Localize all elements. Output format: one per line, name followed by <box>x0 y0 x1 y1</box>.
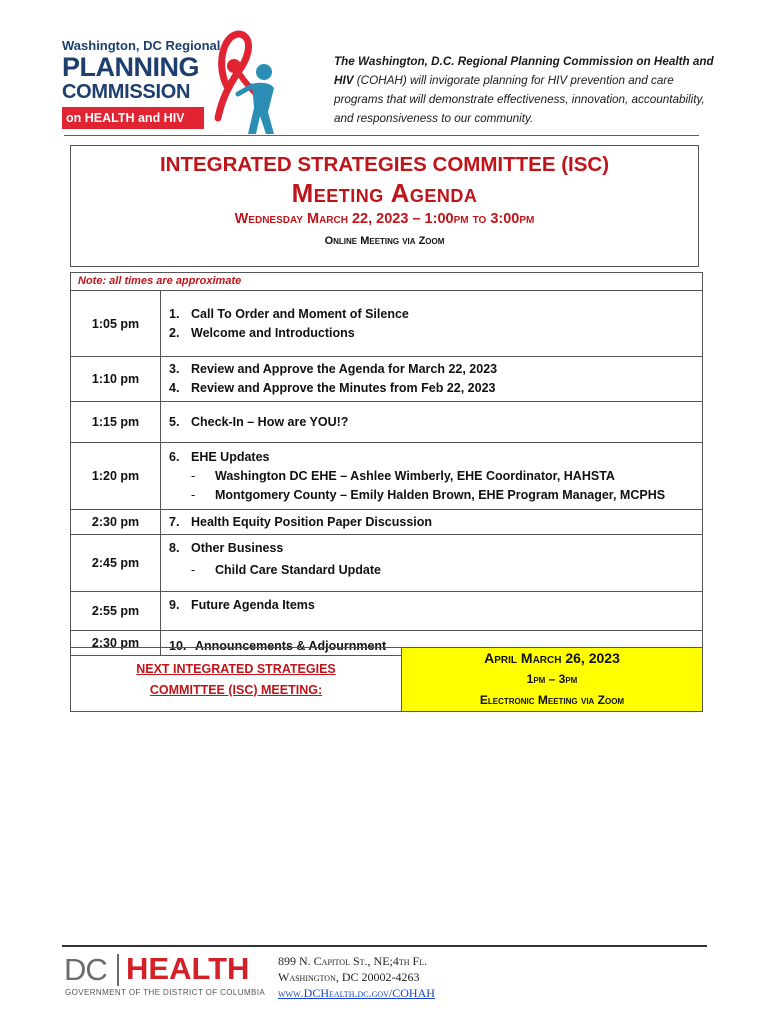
logo-separator <box>117 954 119 986</box>
agenda-title: Meeting Agenda <box>291 178 478 208</box>
table-row <box>71 443 702 510</box>
sub-dash: - <box>191 563 196 577</box>
item-number: 8. <box>169 541 180 555</box>
agenda-item <box>169 413 702 432</box>
row-time: 2:30 pm <box>71 510 161 534</box>
footer-address <box>278 953 435 1001</box>
meeting-date: Wednesday March 22, 2023 – 1:00pm to 3:00pm <box>234 211 535 227</box>
next-meeting-box <box>70 647 703 712</box>
row-time: 2:45 pm <box>71 535 161 591</box>
agenda-item <box>169 324 702 343</box>
subitem-text: Washington DC EHE – Ashlee Wimberly, EHE Coordinator, HAHSTA <box>215 468 615 483</box>
agenda-item <box>169 360 702 379</box>
agenda-subitem <box>169 467 702 486</box>
row-items <box>161 357 702 401</box>
agenda-item <box>169 305 702 324</box>
mission-text: (COHAH) will invigorate planning for HIV prevention and care programs that will demonstrate effectiveness, innovation, accountability, and responsiveness to our community. <box>334 74 705 125</box>
logo-banner: on HEALTH and HIV <box>62 107 204 129</box>
item-text: Review and Approve the Minutes from Feb 22, 2023 <box>191 381 496 395</box>
website-link[interactable]: www.DCHealth.dc.gov/COHAH <box>278 986 435 1000</box>
address-line2: Washington, DC 20002-4263 <box>278 970 420 984</box>
agenda-item <box>169 448 702 467</box>
item-text: Check-In – How are YOU!? <box>191 414 349 429</box>
cohah-logo <box>62 28 282 138</box>
next-meeting-location: Electronic Meeting via Zoom <box>479 693 625 707</box>
logo-line2: PLANNING <box>62 52 199 82</box>
table-row <box>71 402 702 443</box>
row-time: 1:05 pm <box>71 291 161 356</box>
row-time: 2:30 pm <box>71 631 161 655</box>
government-tagline: GOVERNMENT OF THE DISTRICT OF COLUMBIA <box>65 988 266 997</box>
address-line1: 899 N. Capitol St., NE;4th Fl. <box>278 954 428 968</box>
next-meeting-time: 1pm – 3pm <box>526 672 578 686</box>
row-time: 1:20 pm <box>71 443 161 509</box>
people-ribbon-icon <box>208 28 282 136</box>
table-row <box>71 535 702 592</box>
item-text: Review and Approve the Agenda for March 22, 2023 <box>191 362 498 376</box>
mission-statement <box>334 52 714 128</box>
item-number: 5. <box>169 414 180 429</box>
row-time: 1:10 pm <box>71 357 161 401</box>
footer-divider <box>62 945 707 947</box>
item-number: 9. <box>169 598 180 612</box>
row-items <box>161 592 702 630</box>
meeting-location: Online Meeting via Zoom <box>324 235 445 247</box>
item-number: 3. <box>169 362 180 376</box>
agenda-item <box>169 596 702 615</box>
mission-bold: The Washington, D.C. Regional Planning Commission on Health and HIV <box>334 55 714 87</box>
times-note: Note: all times are approximate <box>71 273 702 291</box>
table-row <box>71 592 702 631</box>
item-number: 2. <box>169 325 180 340</box>
dc-wordmark: DC <box>64 952 107 987</box>
next-meeting-label-line2: COMMITTEE (ISC) MEETING: <box>149 682 323 697</box>
table-row <box>71 510 702 535</box>
sub-dash: - <box>191 468 196 483</box>
sub-dash: - <box>191 487 196 502</box>
item-number: 7. <box>169 514 180 529</box>
next-meeting-date: April March 26, 2023 <box>484 650 620 666</box>
next-meeting-label-line1: NEXT INTEGRATED STRATEGIES <box>136 661 336 676</box>
logo-line3: COMMISSION <box>62 81 191 103</box>
agenda-table <box>70 272 703 656</box>
logo-line1: Washington, DC Regional <box>62 38 221 53</box>
row-items <box>161 443 702 509</box>
item-text: Health Equity Position Paper Discussion <box>191 514 433 529</box>
next-meeting-label <box>71 648 402 711</box>
next-meeting-details <box>402 648 702 711</box>
item-text: Call To Order and Moment of Silence <box>191 306 409 321</box>
item-number: 1. <box>169 306 180 321</box>
agenda-subitem <box>169 561 702 580</box>
subitem-text: Child Care Standard Update <box>215 563 381 577</box>
header-divider <box>64 135 699 136</box>
agenda-item <box>169 513 702 532</box>
table-row <box>71 291 702 357</box>
item-number: 4. <box>169 381 180 395</box>
row-time: 2:55 pm <box>71 592 161 630</box>
item-text: Future Agenda Items <box>191 598 315 612</box>
row-items <box>161 402 702 442</box>
item-text: Other Business <box>191 541 284 555</box>
subitem-text: Montgomery County – Emily Halden Brown, EHE Program Manager, MCPHS <box>215 487 666 502</box>
agenda-item <box>169 379 702 398</box>
title-box <box>70 145 699 267</box>
agenda-subitem <box>169 486 702 505</box>
table-row <box>71 357 702 402</box>
item-text: Announcements & Adjournment <box>195 639 387 653</box>
item-number: 6. <box>169 449 180 464</box>
committee-title: INTEGRATED STRATEGIES COMMITTEE (ISC) <box>159 153 610 176</box>
item-text: Welcome and Introductions <box>191 325 355 340</box>
health-wordmark: HEALTH <box>126 951 250 986</box>
agenda-item <box>169 539 702 558</box>
item-number: 10. <box>169 639 187 653</box>
item-text: EHE Updates <box>191 449 270 464</box>
row-items <box>161 291 702 356</box>
row-time: 1:15 pm <box>71 402 161 442</box>
row-items <box>161 535 702 591</box>
dc-health-logo <box>62 950 272 1000</box>
row-items <box>161 510 702 534</box>
